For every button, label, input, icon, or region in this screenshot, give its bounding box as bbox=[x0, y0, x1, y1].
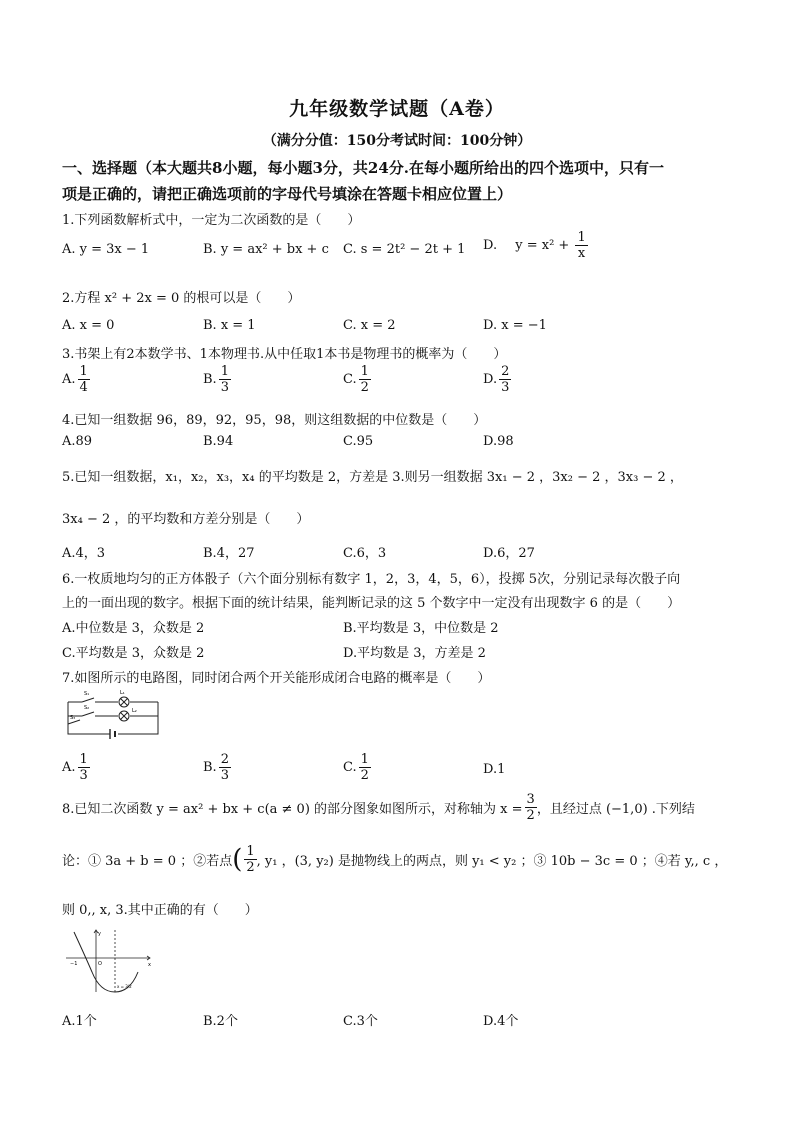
q1-option-b: B. y = ax² + bx + c bbox=[203, 242, 329, 257]
q2-option-d: D. x = −1 bbox=[483, 318, 547, 333]
q7-option-d: D.1 bbox=[483, 762, 506, 777]
q8-option-c: C.3个 bbox=[343, 1014, 378, 1029]
page-subtitle: （满分分值：150分考试时间：100分钟） bbox=[262, 133, 532, 149]
q5-option-c: C.6，3 bbox=[343, 546, 387, 561]
q4-option-a: A.89 bbox=[62, 434, 93, 449]
q5-option-b: B.4，27 bbox=[203, 546, 255, 561]
q6-option-d: D.平均数是 3，方差是 2 bbox=[343, 646, 486, 661]
q2-option-a: A. x = 0 bbox=[62, 318, 115, 333]
q2-stem: 2.方程 x² + 2x = 0 的根可以是（ ） bbox=[62, 291, 301, 306]
q7-label-s3: S₃ bbox=[70, 715, 76, 721]
graph-label-x: x bbox=[148, 962, 151, 968]
q4-option-d: D.98 bbox=[483, 434, 514, 449]
q3-option-a: A. $\frac{1}{4}$ bbox=[62, 364, 88, 395]
graph-label-axis-of-symmetry: x = 3/2 bbox=[117, 984, 132, 989]
q4-option-c: C.95 bbox=[343, 434, 374, 449]
q3-option-b: B. $\frac{1}{3}$ bbox=[203, 364, 229, 395]
q5-stem-2: 3x₄ − 2 ，的平均数和方差分别是（ ） bbox=[62, 512, 310, 527]
q2-option-b: B. x = 1 bbox=[203, 318, 256, 333]
q4-option-b: B.94 bbox=[203, 434, 234, 449]
q6-stem-1: 6.一枚质地均匀的正方体骰子（六个面分别标有数字 1，2，3，4，5，6），投掷 5次，分别记录每次骰子向 bbox=[62, 572, 681, 587]
q6-option-b: B.平均数是 3，中位数是 2 bbox=[343, 621, 499, 636]
section-1-line-1: 一、选择题（本大题共8小题，每小题3分，共24分.在每小题所给出的四个选项中，只有一 bbox=[62, 159, 664, 177]
graph-label-neg1: −1 bbox=[70, 961, 78, 967]
q8-parabola-graph bbox=[62, 928, 154, 996]
q8-option-a: A.1个 bbox=[62, 1014, 97, 1029]
q7-label-s2: S₂ bbox=[84, 705, 90, 711]
q7-stem: 7.如图所示的电路图，同时闭合两个开关能形成闭合电路的概率是（ ） bbox=[62, 671, 491, 686]
q3-stem: 3.书架上有2本数学书、1本物理书.从中任取1本书是物理书的概率为（ ） bbox=[62, 347, 507, 362]
q1-d-fraction: $\frac{1}{x}$ bbox=[577, 230, 586, 261]
q7-option-b: B. $\frac{2}{3}$ bbox=[203, 752, 229, 783]
q7-option-a: A. $\frac{1}{3}$ bbox=[62, 752, 88, 783]
page-title: 九年级数学试题（A卷） bbox=[289, 98, 505, 120]
q5-stem-1: 5.已知一组数据，x₁，x₂，x₃，x₄ 的平均数是 2，方差是 3.则另一组数据 3x₁ − 2 ，3x₂ − 2 ，3x₃ − 2 ， bbox=[62, 470, 683, 485]
q8-option-b: B.2个 bbox=[203, 1014, 238, 1029]
q5-option-d: D.6，27 bbox=[483, 546, 535, 561]
q7-label-l1: L₁ bbox=[120, 690, 125, 696]
q8-stem-3: 则 0,, x, 3.其中正确的有（ ） bbox=[62, 903, 258, 918]
q6-option-a: A.中位数是 3，众数是 2 bbox=[62, 621, 205, 636]
q7-option-c: C. $\frac{1}{2}$ bbox=[343, 752, 369, 783]
graph-label-y: y bbox=[98, 931, 101, 937]
q6-stem-2: 上的一面出现的数字。根据下面的统计结果，能判断记录的这 5 个数字中一定没有出现数字 6 的是（ ） bbox=[62, 596, 681, 611]
q7-circuit-diagram bbox=[62, 688, 166, 744]
q1-option-c: C. s = 2t² − 2t + 1 bbox=[343, 242, 466, 257]
q8-stem-2: 论：① 3a + b = 0 ；②若点( $\frac{1}{2}$ , y₁ ，(3, y₂) 是抛物线上的两点，则 y₁ < y₂ ；③ 10b − 3c = 0 ；④若 y,, c ， bbox=[62, 844, 728, 875]
q6-option-c: C.平均数是 3，众数是 2 bbox=[62, 646, 205, 661]
q3-option-c: C. $\frac{1}{2}$ bbox=[343, 364, 369, 395]
q8-stem-1: 8.已知二次函数 y = ax² + bx + c(a ≠ 0) 的部分图象如图所示，对称轴为 x = $\frac{3}{2}$ ，且经过点 (−1,0) .下列结 bbox=[62, 792, 695, 823]
q2-option-c: C. x = 2 bbox=[343, 318, 396, 333]
q1-option-a: A. y = 3x − 1 bbox=[62, 242, 150, 257]
section-1-line-2: 项是正确的，请把正确选项前的字母代号填涂在答题卡相应位置上） bbox=[62, 185, 513, 203]
graph-label-origin: O bbox=[98, 961, 102, 967]
q7-label-s1: S₁ bbox=[84, 691, 90, 697]
q1-stem: 1.下列函数解析式中，一定为二次函数的是（ ） bbox=[62, 213, 361, 228]
lamp-l2-icon bbox=[119, 711, 129, 721]
q4-stem: 4.已知一组数据 96，89，92，95，98，则这组数据的中位数是（ ） bbox=[62, 413, 487, 428]
q7-label-l2: L₂ bbox=[132, 708, 137, 714]
q3-option-d: D. $\frac{2}{3}$ bbox=[483, 364, 510, 395]
q1-option-d: D. y = x² + $\frac{1}{x}$ bbox=[483, 230, 586, 261]
q5-option-a: A.4，3 bbox=[62, 546, 106, 561]
lamp-l1-icon bbox=[119, 697, 129, 707]
q8-option-d: D.4个 bbox=[483, 1014, 519, 1029]
